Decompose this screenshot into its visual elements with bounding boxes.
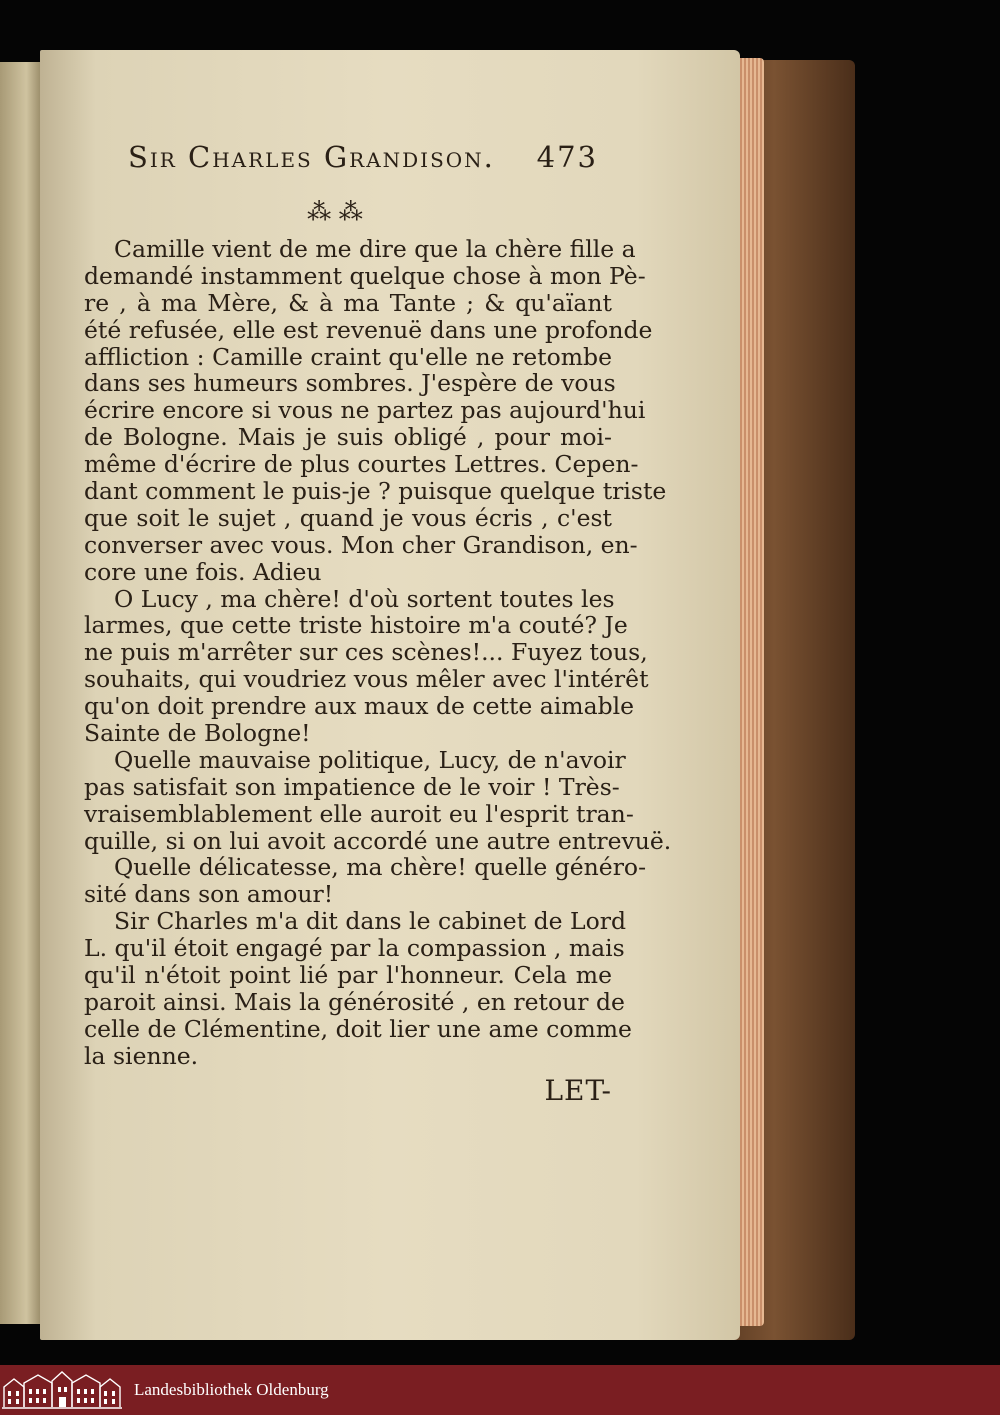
text-line: Camille vient de me dire que la chère fille a [114,235,636,263]
text-line: écrire encore si vous ne partez pas aujourd'hui [84,396,646,425]
text-line: L. qu'il étoit engagé par la compassion , mais [84,934,625,963]
text-line: converser avec vous. Mon cher Grandison, en- [84,530,638,559]
text-line: été refusée, elle est revenuë dans une profonde [84,315,653,344]
text-line: quille, si on lui avoit accordé une autre entrevuë. [84,826,672,855]
text-line: souhaits, qui voudriez vous mêler avec l'intérêt [84,665,649,694]
section-ornament: ⁂ ⁂ [307,198,363,226]
page-body-text [84,235,672,1070]
text-line: dans ses humeurs sombres. J'espère de vous [84,369,616,398]
library-building-logo-icon [0,1369,124,1411]
text-line: même d'écrire de plus courtes Lettres. Cepen- [84,450,639,479]
text-line: core une fois. Adieu [84,557,322,586]
library-name: Landesbibliothek Oldenburg [134,1380,329,1399]
facing-page-edge [0,62,44,1324]
text-line: larmes, que cette triste histoire m'a couté? Je [84,611,628,640]
text-line: Quelle délicatesse, ma chère! quelle généro- [114,853,647,882]
library-footer-bar [0,1365,1000,1415]
text-line: qu'il n'étoit point lié par l'honneur. Cela me [84,961,612,990]
text-line: paroit ainsi. Mais la générosité , en retour de [84,987,625,1016]
text-line: O Lucy , ma chère! d'où sortent toutes les [114,584,615,613]
text-line: Quelle mauvaise politique, Lucy, de n'avoir [114,745,626,774]
text-line: qu'on doit prendre aux maux de cette aimable [84,692,635,721]
text-line: que soit le sujet , quand je vous écris , c'est [84,503,612,532]
text-line: demandé instamment quelque chose à mon Pè- [84,261,646,290]
text-line: vraisemblablement elle auroit eu l'esprit tran- [84,799,634,828]
text-line: Sir Charles m'a dit dans le cabinet de Lord [114,907,627,936]
text-line: re , à ma Mère, & à ma Tante ; & qu'aïant [84,288,612,317]
text-line: Sainte de Bologne! [84,719,311,748]
catchword: LET- [544,1074,612,1107]
text-line: sité dans son amour! [84,880,334,909]
text-line: affliction : Camille craint qu'elle ne retombe [84,342,612,371]
text-line: la sienne. [84,1041,199,1070]
page-number: 473 [536,140,598,174]
text-line: pas satisfait son impatience de le voir ! Très- [84,772,620,801]
running-head [128,140,598,180]
text-line: de Bologne. Mais je suis obligé , pour moi- [84,423,612,452]
running-title: Sir Charles Grandison. [128,140,495,174]
text-line: celle de Clémentine, doit lier une ame comme [84,1014,632,1043]
text-line: dant comment le puis-je ? puisque quelque triste [84,477,667,506]
text-line: ne puis m'arrêter sur ces scènes!... Fuyez tous, [84,638,648,667]
